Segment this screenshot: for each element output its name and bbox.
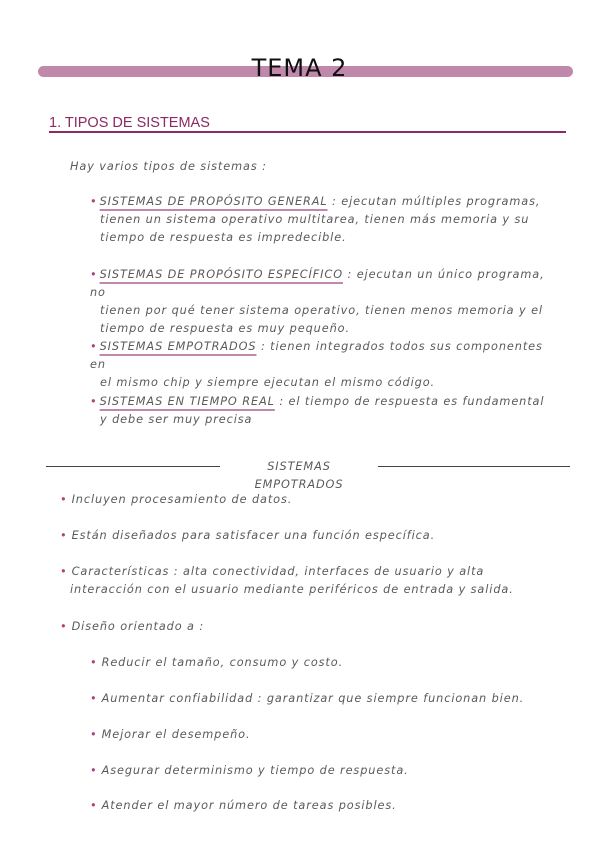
term-realtime: SISTEMAS EN TIEMPO REAL: [99, 395, 275, 408]
bullet-dot: •: [60, 493, 68, 506]
system-type-realtime: [90, 393, 550, 429]
bullet-dot: •: [90, 195, 98, 208]
desc-line: tienen un sistema operativo multitarea, tienen más memoria y su: [100, 213, 530, 226]
desc-line: : ejecutan un único programa, no: [90, 268, 545, 299]
design-goal-item: • Asegurar determinismo y tiempo de respuesta.: [90, 764, 409, 777]
design-goal-item: • Reducir el tamaño, consumo y costo.: [90, 656, 344, 669]
design-goal-item: • Mejorar el desempeño.: [90, 728, 251, 741]
bullet-dot: •: [90, 728, 98, 741]
desc-line: el mismo chip y siempre ejecutan el mismo código.: [100, 376, 436, 389]
section-underline: [49, 131, 566, 133]
term-general: SISTEMAS DE PROPÓSITO GENERAL: [99, 195, 328, 208]
section-heading: 1. TIPOS DE SISTEMAS: [49, 115, 210, 131]
list-item: • Características : alta conectividad, interfaces de usuario y alta interacción con el usuario mediante periféricos de entrada y salida.: [60, 565, 514, 596]
design-goal-item: • Aumentar confiabilidad : garantizar que siempre funcionan bien.: [90, 692, 525, 705]
term-specific: SISTEMAS DE PROPÓSITO ESPECÍFICO: [99, 268, 343, 281]
system-type-embedded: [90, 338, 550, 392]
design-goal-item: • Atender el mayor número de tareas posibles.: [90, 799, 397, 812]
list-item: • Diseño orientado a :: [60, 620, 205, 633]
bullet-dot: •: [90, 268, 98, 281]
system-type-specific: [90, 266, 550, 338]
desc-line: : ejecutan múltiples programas,: [327, 195, 541, 208]
system-type-general: [90, 193, 550, 247]
page-title: TEMA 2: [251, 54, 348, 82]
desc-line: : tienen integrados todos sus componentes en: [90, 340, 543, 371]
bullet-dot: •: [60, 565, 68, 578]
bullet-dot: •: [90, 340, 98, 353]
desc-line: y debe ser muy precisa: [100, 413, 253, 426]
divider-right: [378, 466, 570, 467]
intro-text: Hay varios tipos de sistemas :: [70, 160, 267, 173]
desc-line: tiempo de respuesta es impredecible.: [100, 231, 347, 244]
divider-left: [46, 466, 220, 467]
bullet-dot: •: [90, 395, 98, 408]
bullet-dot: •: [60, 620, 68, 633]
desc-line: tiempo de respuesta es muy pequeño.: [100, 322, 350, 335]
bullet-dot: •: [90, 764, 98, 777]
desc-line: tienen por qué tener sistema operativo, tienen menos memoria y el: [100, 304, 543, 317]
bullet-dot: •: [60, 529, 68, 542]
bullet-dot: •: [90, 656, 98, 669]
bullet-dot: •: [90, 799, 98, 812]
term-embedded: SISTEMAS EMPOTRADOS: [99, 340, 257, 353]
list-item: • Incluyen procesamiento de datos.: [60, 493, 293, 506]
list-item: • Están diseñados para satisfacer una función específica.: [60, 529, 436, 542]
divider-label: SISTEMAS EMPOTRADOS: [254, 460, 344, 491]
bullet-dot: •: [90, 692, 98, 705]
desc-line: : el tiempo de respuesta es fundamental: [274, 395, 545, 408]
